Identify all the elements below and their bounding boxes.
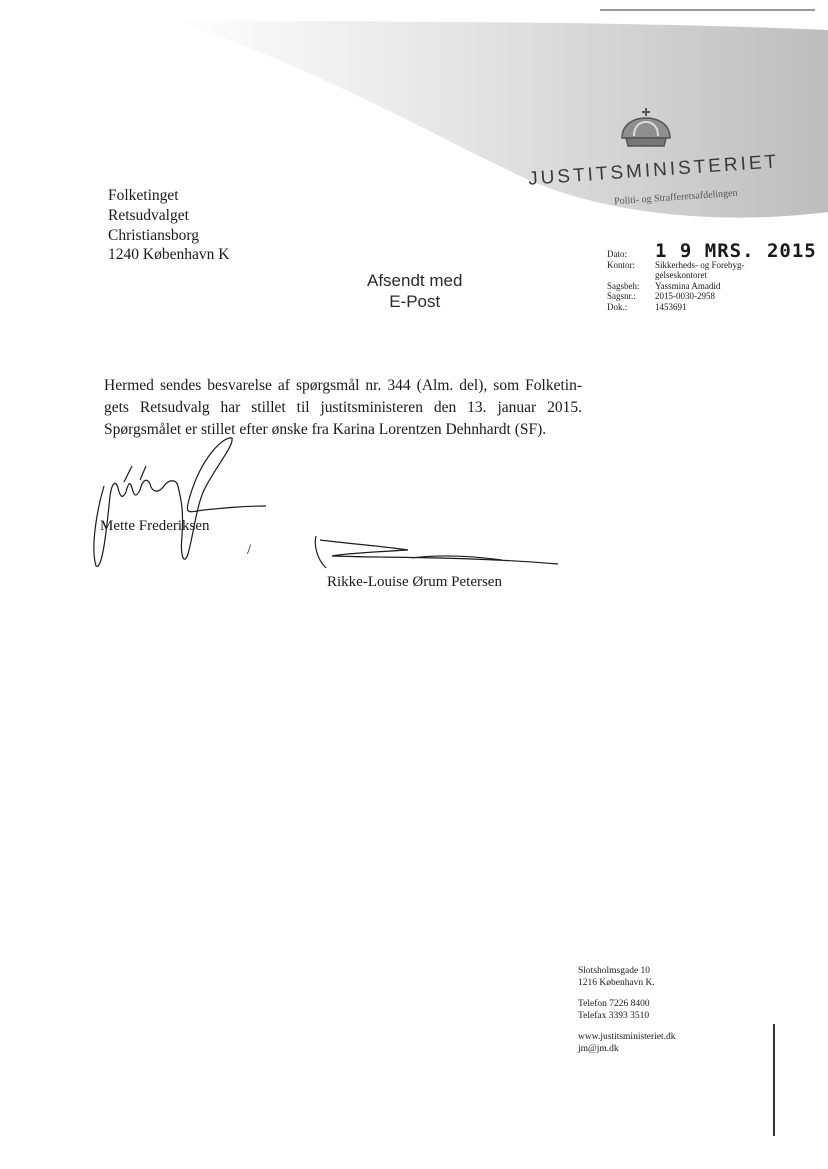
office-label: Kontor: <box>607 259 635 270</box>
body-line-1: Hermed sendes besvarelse af spørgsmål nr. 344 (Alm. del), som Folketin- <box>104 377 582 394</box>
signature-mette-frederiksen <box>84 436 284 576</box>
scan-edge-line <box>773 1024 775 1136</box>
recipient-line-1: Folketinget <box>108 187 179 204</box>
stamp-line-1: Afsendt med <box>367 271 463 290</box>
footer-website: www.justitsministeriet.dk <box>578 1032 676 1042</box>
recipient-line-2: Retsudvalget <box>108 207 189 224</box>
footer-city: 1216 København K. <box>578 977 655 988</box>
date-label: Dato: <box>607 249 627 259</box>
footer-fax: Telefax 3393 3510 <box>578 1010 650 1021</box>
signature-rikke-louise-orum-petersen <box>312 534 562 574</box>
stamp-line-2: E-Post <box>389 292 441 311</box>
reference-block <box>607 240 817 312</box>
office-value-line-1: Sikkerheds- og Forebyg- <box>655 259 745 270</box>
recipient-line-4: 1240 København K <box>108 246 230 263</box>
footer-street: Slotsholmsgade 10 <box>578 966 651 976</box>
footer-phone: Telefon 7226 8400 <box>578 999 650 1009</box>
case-number-label: Sagsnr.: <box>607 291 636 301</box>
date-value: 1 9 MRS. 2015 <box>655 240 817 262</box>
signatory-1-name: Mette Frederiksen <box>100 518 210 534</box>
crown-icon <box>616 106 676 154</box>
body-line-3: Spørgsmålet er stillet efter ønske fra Karina Lorentzen Dehnhardt (SF). <box>104 421 547 438</box>
footer-email: jm@jm.dk <box>578 1043 619 1054</box>
sent-stamp <box>367 270 462 312</box>
ministry-name: JUSTITSMINISTERIET <box>527 151 780 190</box>
footer-contact <box>578 966 676 1055</box>
caseworker-value: Yassmina Amadid <box>655 280 721 291</box>
letter-body <box>104 375 582 441</box>
recipient-line-3: Christiansborg <box>108 227 199 244</box>
department-name: Politi- og Strafferetsafdelingen <box>613 187 738 208</box>
signatory-2-name: Rikke-Louise Ørum Petersen <box>327 574 502 590</box>
office-value-line-2: gelseskontoret <box>655 270 707 280</box>
body-line-2: gets Retsudvalg har stillet til justitsministeren den 13. januar 2015. <box>104 399 582 416</box>
signature-separator: / <box>247 542 252 558</box>
document-value: 1453691 <box>655 301 687 312</box>
case-number-value: 2015-0030-2958 <box>655 291 715 301</box>
document-label: Dok.: <box>607 301 628 312</box>
caseworker-label: Sagsbeh: <box>607 280 640 291</box>
